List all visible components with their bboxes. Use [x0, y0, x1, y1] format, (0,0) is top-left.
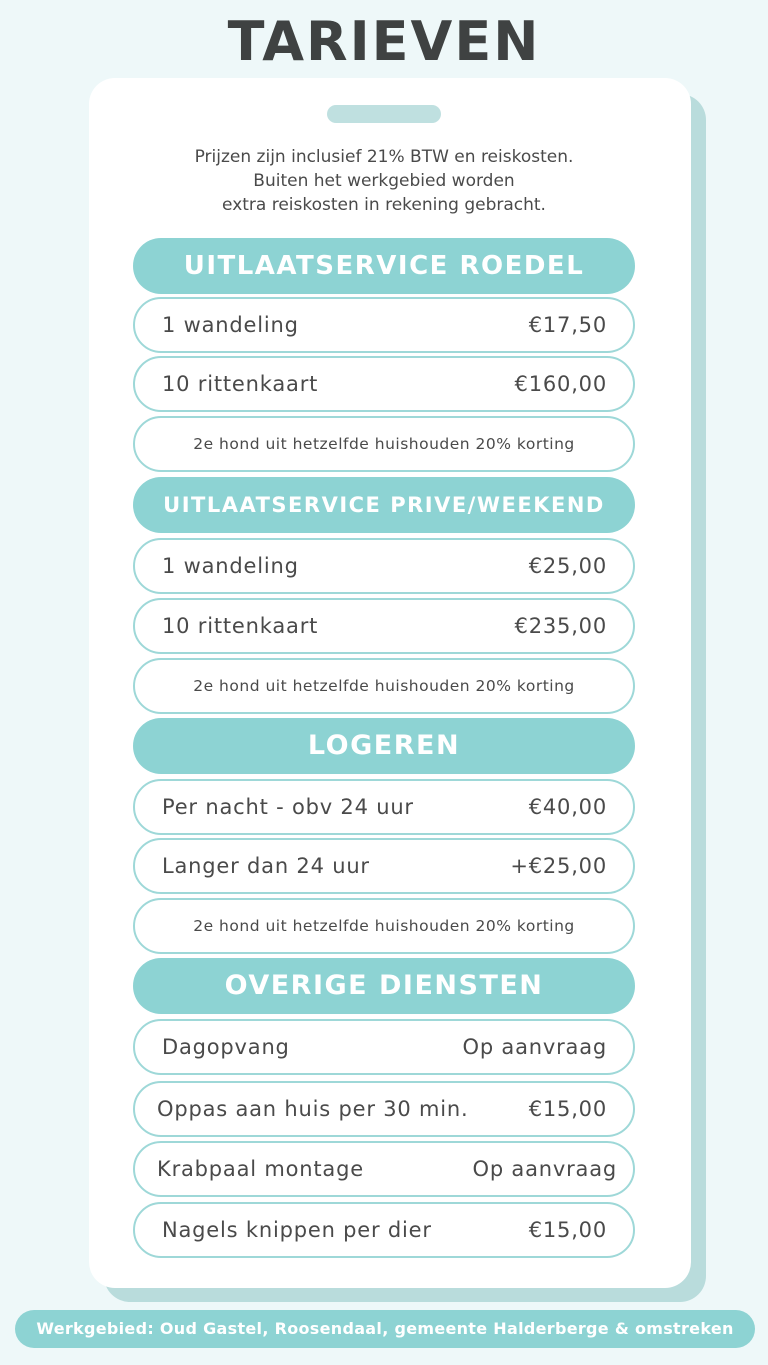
row-label: 1 wandeling	[162, 313, 299, 337]
row-price: Op aanvraag	[472, 1157, 617, 1181]
row-price: €25,00	[528, 554, 607, 578]
discount-note: 2e hond uit hetzelfde huishouden 20% korting	[133, 416, 635, 472]
price-row	[133, 297, 635, 353]
row-label: 10 rittenkaart	[162, 372, 319, 396]
row-label: Per nacht - obv 24 uur	[162, 795, 414, 819]
price-row	[133, 1202, 635, 1258]
row-price: €235,00	[514, 614, 607, 638]
row-label: Dagopvang	[162, 1035, 290, 1059]
row-label: Oppas aan huis per 30 min.	[157, 1097, 469, 1121]
price-row	[133, 838, 635, 894]
row-label: Krabpaal montage	[157, 1157, 364, 1181]
row-price: €40,00	[528, 795, 607, 819]
row-label: 10 rittenkaart	[162, 614, 319, 638]
price-row	[133, 779, 635, 835]
section-heading-logeren: LOGEREN	[133, 718, 635, 774]
intro-line: Buiten het werkgebied worden	[253, 171, 515, 191]
service-area-banner: Werkgebied: Oud Gastel, Roosendaal, gemeente Halderberge & omstreken	[15, 1310, 755, 1348]
discount-note: 2e hond uit hetzelfde huishouden 20% korting	[133, 658, 635, 714]
card-handle	[327, 105, 441, 123]
row-price: €15,00	[528, 1097, 607, 1121]
price-row	[133, 1081, 635, 1137]
price-row	[133, 598, 635, 654]
row-price: Op aanvraag	[462, 1035, 607, 1059]
intro-line: extra reiskosten in rekening gebracht.	[222, 195, 546, 215]
row-price: €17,50	[528, 313, 607, 337]
section-heading-prive-weekend: UITLAATSERVICE PRIVE/WEEKEND	[133, 477, 635, 533]
row-label: Langer dan 24 uur	[162, 854, 370, 878]
row-price: €160,00	[514, 372, 607, 396]
row-price: +€25,00	[510, 854, 607, 878]
discount-note: 2e hond uit hetzelfde huishouden 20% korting	[133, 898, 635, 954]
price-row	[133, 356, 635, 412]
price-row	[133, 538, 635, 594]
intro-text	[130, 145, 638, 217]
section-heading-overige-diensten: OVERIGE DIENSTEN	[133, 958, 635, 1014]
page-title: TARIEVEN	[227, 10, 541, 73]
section-heading-roedel: UITLAATSERVICE ROEDEL	[133, 238, 635, 294]
row-label: Nagels knippen per dier	[162, 1218, 432, 1242]
intro-line: Prijzen zijn inclusief 21% BTW en reiskosten.	[194, 147, 574, 167]
row-label: 1 wandeling	[162, 554, 299, 578]
price-row	[133, 1141, 635, 1197]
price-row	[133, 1019, 635, 1075]
row-price: €15,00	[528, 1218, 607, 1242]
